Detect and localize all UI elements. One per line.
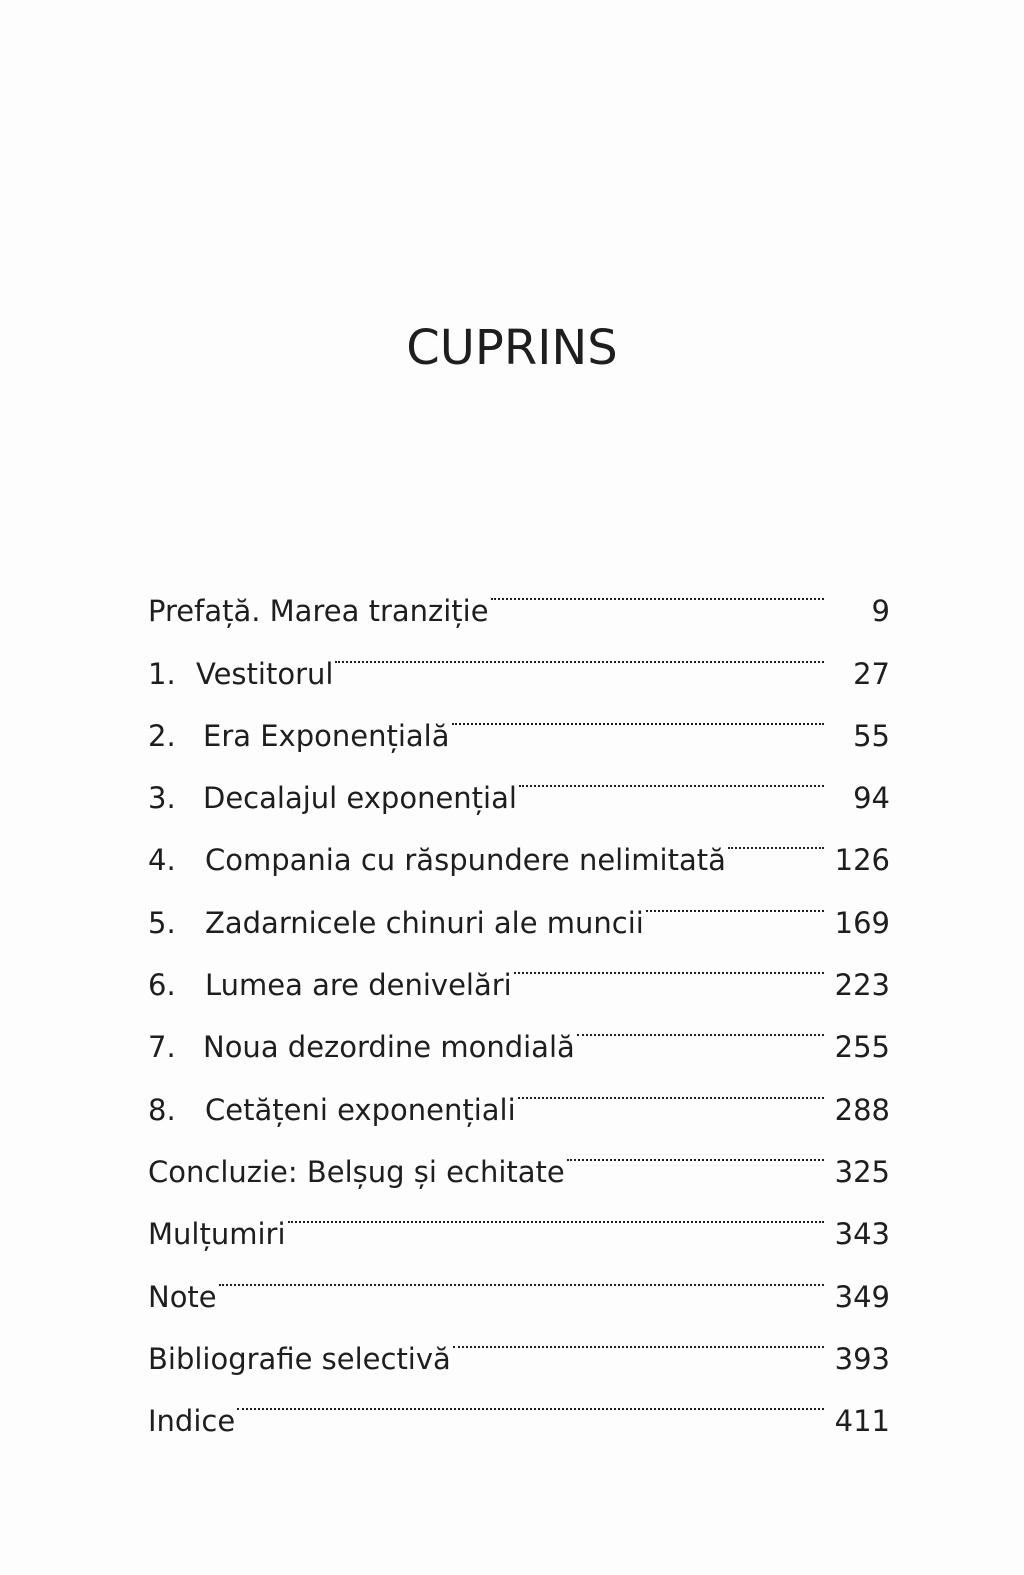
toc-entry-index[interactable]	[148, 1369, 890, 1439]
toc-entry-page: 27	[853, 656, 890, 691]
dot-leader	[518, 1057, 824, 1119]
toc-entry-title: Concluzie: Belșug și echitate	[148, 1154, 565, 1189]
toc-entry-page: 9	[871, 594, 890, 629]
toc-entry-number: 1.	[148, 656, 176, 691]
toc-entry-page: 55	[853, 718, 890, 753]
toc-entry-title: Note	[148, 1279, 217, 1314]
table-of-contents	[148, 559, 890, 1439]
toc-entry-number: 8.	[148, 1092, 176, 1127]
toc-entry-title: Bibliografie selectivă	[148, 1341, 451, 1376]
toc-entry-number: 2.	[148, 718, 176, 753]
toc-entry-title: Vestitorul	[196, 656, 334, 691]
toc-entry-title: Zadarnicele chinuri ale muncii	[205, 905, 644, 940]
toc-entry-preface[interactable]	[148, 559, 890, 629]
dot-leader	[491, 559, 824, 621]
toc-entry-title: Noua dezordine mondială	[203, 1030, 575, 1065]
toc-entry-number: 7.	[148, 1030, 176, 1065]
toc-entry-title: Prefață. Marea tranziție	[148, 594, 489, 629]
dot-leader	[219, 1244, 824, 1306]
dot-leader	[335, 621, 824, 683]
toc-entry-page: 393	[834, 1341, 890, 1376]
dot-leader	[453, 1307, 824, 1369]
toc-entry-title: Compania cu răspundere nelimitată	[205, 843, 726, 878]
toc-entry-title: Era Exponențială	[203, 718, 450, 753]
toc-entry-page: 169	[834, 905, 890, 940]
toc-entry-number: 5.	[148, 905, 176, 940]
toc-entry-page: 126	[834, 843, 890, 878]
toc-entry-page: 288	[834, 1092, 890, 1127]
toc-entry-bibliography[interactable]	[148, 1307, 890, 1376]
toc-entry-title: Indice	[148, 1404, 236, 1439]
toc-entry-title: Lumea are denivelări	[205, 968, 512, 1003]
dot-leader	[577, 995, 824, 1057]
toc-entry-number: 3.	[148, 781, 176, 816]
toc-entry-title: Decalajul exponențial	[203, 781, 517, 816]
toc-entry-number: 4.	[148, 843, 176, 878]
page-title: CUPRINS	[406, 320, 618, 376]
toc-entry-title: Cetățeni exponențiali	[205, 1092, 516, 1127]
dot-leader	[514, 933, 824, 995]
toc-entry-notes[interactable]	[148, 1244, 890, 1314]
toc-entry-page: 349	[834, 1279, 890, 1314]
dot-leader	[288, 1182, 825, 1244]
dot-leader	[519, 746, 824, 808]
toc-entry-page: 223	[834, 968, 890, 1003]
dot-leader	[237, 1369, 824, 1431]
toc-entry-page: 94	[853, 781, 890, 816]
toc-entry-page: 343	[834, 1217, 890, 1252]
toc-entry-number: 6.	[148, 968, 176, 1003]
dot-leader	[452, 684, 825, 746]
dot-leader	[646, 870, 824, 932]
toc-entry-page: 411	[834, 1404, 890, 1439]
dot-leader	[728, 808, 824, 870]
toc-entry-page: 325	[834, 1154, 890, 1189]
dot-leader	[567, 1120, 824, 1182]
toc-entry-title: Mulțumiri	[148, 1217, 286, 1252]
toc-entry-page: 255	[834, 1030, 890, 1065]
